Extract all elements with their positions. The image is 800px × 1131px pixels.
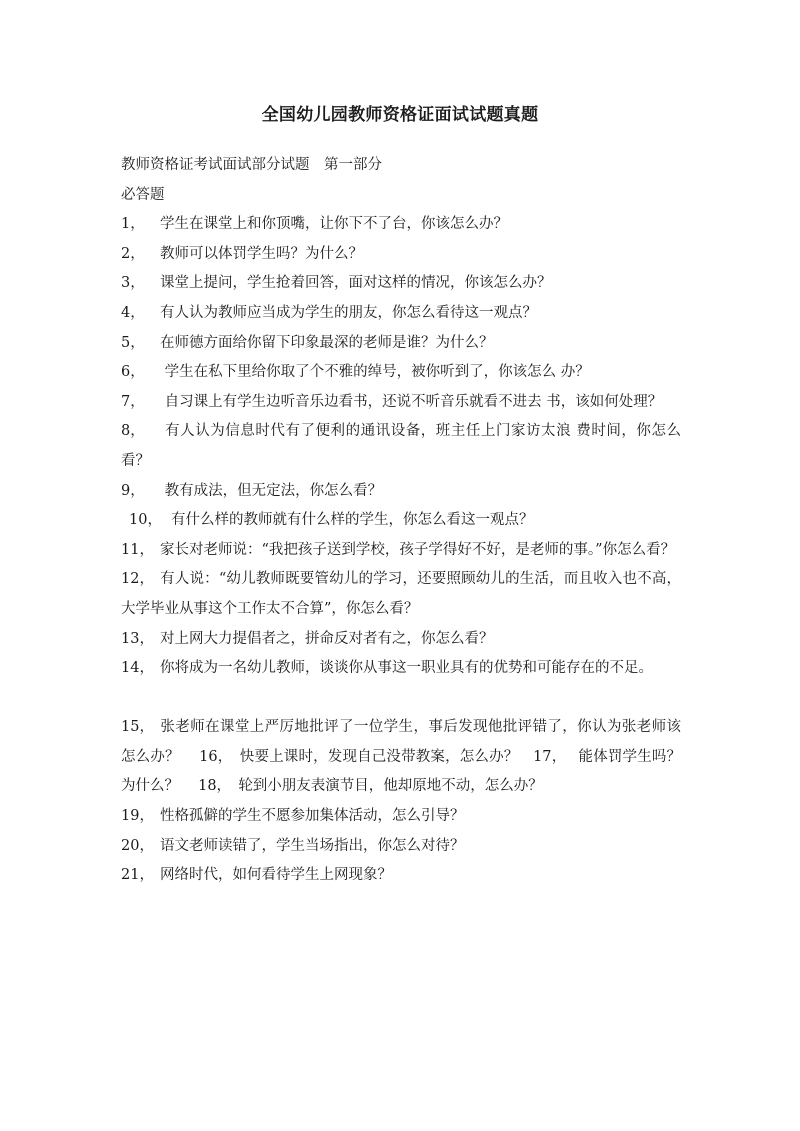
question-item (121, 565, 681, 624)
question-number: 21， (121, 867, 154, 884)
question-item (121, 417, 681, 476)
question-text: 学生在课堂上和你顶嘴，让你下不了台，你该怎么办？ (160, 216, 508, 233)
question-number: 1， (121, 216, 145, 233)
question-text: 教师可以体罚学生吗？为什么？ (160, 245, 363, 262)
question-item (121, 506, 681, 536)
question-text: 在师德方面给你留下印象最深的老师是谁？为什么？ (160, 334, 494, 351)
question-item (121, 625, 681, 655)
question-number: 11， (121, 541, 154, 558)
question-text: 有什么样的教师就有什么样的学生，你怎么看这一观点？ (171, 512, 534, 529)
question-number: 8， (121, 423, 145, 440)
question-text: 快要上课时，发现自己没带教案，怎么办？ (239, 748, 519, 765)
question-text: 有人说：“幼儿教师既要管幼儿的学习，还要照顾幼儿的生活，而且收入也不高，大学毕业从事这个工作太不合算”，你怎么看？ (121, 571, 681, 617)
question-item (121, 654, 681, 684)
question-item (121, 536, 681, 566)
blank-gap (121, 684, 681, 714)
question-number: 6， (121, 364, 145, 381)
question-text: 学生在私下里给你取了个不雅的绰号，被你听到了，你该怎么 办？ (160, 364, 590, 381)
question-number: 9， (121, 482, 145, 499)
question-text: 能体罚学生吗？为什么？ (121, 748, 682, 795)
question-text: 教有成法，但无定法，你怎么看？ (160, 482, 383, 499)
question-number: 4， (121, 304, 145, 321)
question-item (121, 299, 681, 329)
subtitle: 教师资格证考试面试部分试题 第一部分 (121, 157, 382, 173)
question-item (121, 802, 681, 832)
question-item (121, 358, 681, 388)
question-text: 张老师在课堂上严厉地批评了一位学生，事后发现他批评错了，你认为张老师该怎么办？ (121, 719, 681, 765)
question-item (121, 477, 681, 507)
question-text: 网络时代，如何看待学生上网现象？ (160, 867, 392, 884)
question-number: 3， (121, 275, 145, 292)
question-item (121, 832, 681, 862)
question-number: 12， (121, 571, 154, 588)
question-text: 有人认为教师应当成为学生的朋友，你怎么看待这一观点？ (160, 304, 537, 321)
question-text: 对上网大力提倡者之，拼命反对者有之，你怎么看？ (160, 630, 494, 647)
combined-question-paragraph (121, 713, 681, 802)
question-number: 13， (121, 630, 154, 647)
question-number: 16， (199, 748, 226, 765)
document-body (121, 151, 681, 891)
question-item (121, 329, 681, 359)
question-text: 家长对老师说：“我把孩子送到学校，孩子学得好不好，是老师的事。”你怎么看？ (160, 541, 676, 558)
question-text: 自习课上有学生边听音乐边看书，还说不听音乐就看不进去 书，该如何处理？ (160, 393, 663, 410)
question-number: 19， (121, 808, 154, 825)
question-text: 语文老师读错了，学生当场指出，你怎么对待？ (160, 837, 465, 854)
question-number: 7， (121, 393, 145, 410)
question-number: 14， (121, 660, 154, 677)
question-item (121, 240, 681, 270)
question-number: 2， (121, 245, 145, 262)
question-text: 你将成为一名幼儿教师，谈谈你从事这一职业具有的优势和可能存在的不足。 (160, 660, 653, 677)
question-text: 性格孤僻的学生不愿参加集体活动，怎么引导？ (160, 808, 465, 825)
question-number: 15， (121, 719, 154, 736)
section-label: 必答题 (121, 186, 165, 203)
question-number: 20， (121, 837, 154, 854)
question-item (121, 269, 681, 299)
document-title: 全国幼儿园教师资格证面试试题真题 (261, 105, 539, 125)
question-item (121, 210, 681, 240)
question-text: 课堂上提问，学生抢着回答，面对这样的情况，你该怎么办？ (160, 275, 552, 292)
question-text: 有人认为信息时代有了便利的通讯设备，班主任上门家访太浪 费时间，你怎么看？ (121, 423, 681, 469)
question-item (121, 388, 681, 418)
question-number: 10， (129, 512, 162, 529)
question-item (121, 861, 681, 891)
question-text: 轮到小朋友表演节目，他却原地不动，怎么办？ (238, 778, 543, 795)
question-number: 18， (198, 778, 224, 795)
question-number: 5， (121, 334, 145, 351)
question-number: 17， (533, 748, 560, 765)
